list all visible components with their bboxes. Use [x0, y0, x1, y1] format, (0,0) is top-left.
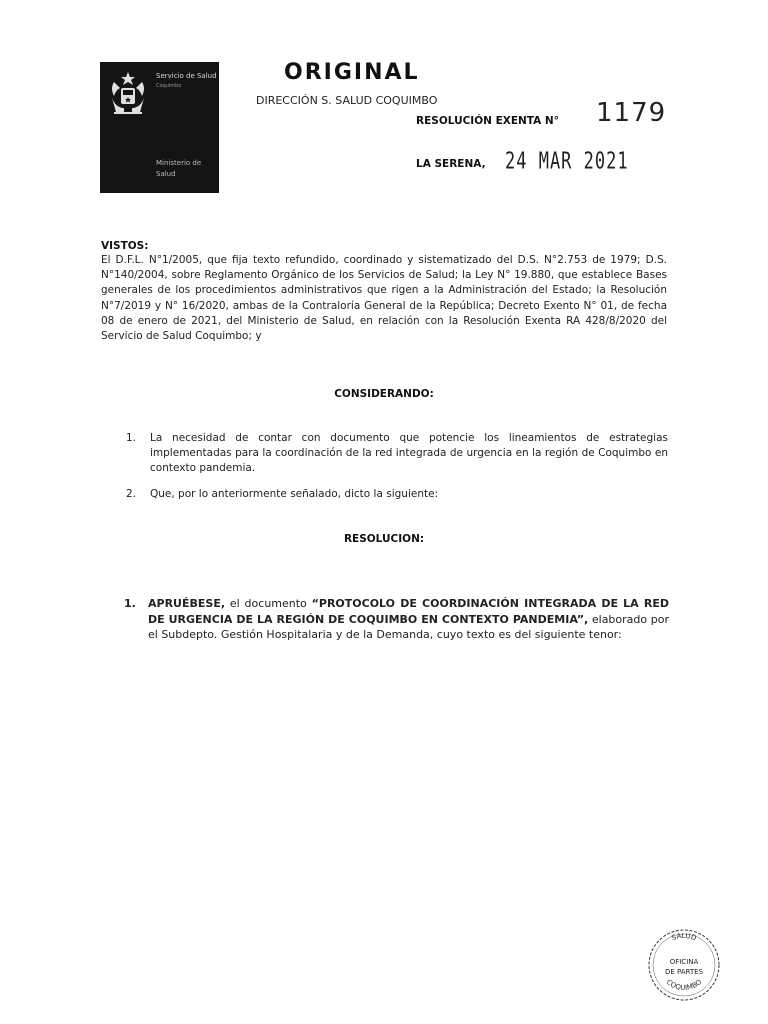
vistos-heading: VISTOS:	[101, 240, 149, 252]
resolucion-heading: RESOLUCION:	[343, 533, 425, 545]
vistos-body: El D.F.L. N°1/2005, que fija texto refundido, coordinado y sistematizado del D.S. N°2.753 de 1979; D.S. N°140/2004, sobre Reglamento Orgánico de los Servicios de Salud; la Ley N° 19.880, que establece Bases generales de los procedimientos administrativos que rigen a la Administración del Estado; la Resolución N°7/2019 y N° 16/2020, ambas de la Contraloría General de la República; Decreto Exento N° 01, de fecha 08 de enero de 2021, del Ministerio de Salud, en relación con la Resolución Exenta RA 428/8/2020 del Servicio de Salud Coquimbo; y	[101, 254, 667, 343]
item-text: La necesidad de contar con documento que potencie los lineamientos de estrategias implementadas para la coordinación de la red integrada de urgencia en la región de Coquimbo en contexto pandemia.	[150, 432, 668, 475]
item-text: Que, por lo anteriormente señalado, dicto la siguiente:	[150, 488, 439, 500]
date-stamp: 24 MAR 2021	[505, 148, 629, 175]
item-number: 2.	[126, 488, 137, 500]
resolucion-item	[124, 596, 669, 643]
institution-logo	[100, 62, 219, 193]
direccion-label: DIRECCIÓN S. SALUD COQUIMBO	[256, 94, 438, 107]
stamp-line1: OFICINA	[669, 958, 699, 966]
resolucion-number: 1179	[596, 98, 667, 128]
item-text-b: elaborado por el Subdepto. Gestión Hospitalaria y de la Demanda, cuyo texto es del siguiente tenor:	[148, 612, 669, 641]
stamp-bottom-text	[665, 978, 704, 992]
chile-coat-of-arms-icon	[106, 68, 150, 116]
document-title: “PROTOCOLO DE COORDINACIÓN INTEGRADA DE LA RED DE URGENCIA DE LA REGIÓN DE COQUIMBO EN CONTEXTO PANDEMIA”,	[148, 597, 669, 626]
item-number: 1.	[124, 597, 136, 610]
stamp-line2: DE PARTES	[664, 968, 704, 976]
place-label: LA SERENA,	[416, 158, 486, 170]
item-text	[148, 596, 669, 643]
stamp-top-path: SALUD	[670, 931, 698, 943]
original-label: ORIGINAL	[284, 60, 420, 85]
considerando-item	[126, 487, 668, 502]
considerando-item	[126, 431, 668, 477]
oficina-de-partes-stamp	[646, 927, 722, 1003]
logo-org-name: Servicio de Salud	[156, 72, 217, 80]
item-text-a: el documento	[225, 597, 312, 610]
item-number: 1.	[126, 432, 137, 444]
logo-org-sub: Coquimbo	[156, 83, 182, 89]
item-verb: APRUÉBESE,	[148, 597, 226, 610]
resolucion-label: RESOLUCIÓN EXENTA N°	[416, 115, 559, 127]
stamp-top-text	[671, 932, 698, 942]
stamp-bottom-path: COQUIMBO	[664, 978, 704, 992]
logo-ministry: Ministerio de Salud	[156, 159, 202, 178]
considerando-heading: CONSIDERANDO:	[334, 388, 434, 400]
